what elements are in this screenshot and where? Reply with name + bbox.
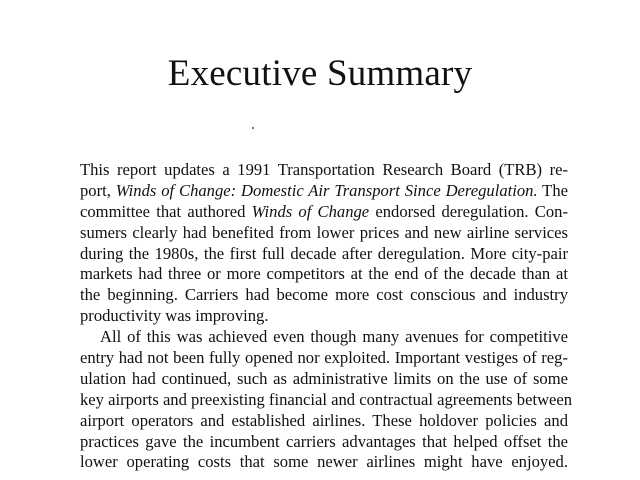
text-line: practices gave the incumbent carriers advantages that helped offset the [80,431,568,451]
text-line: during the 1980s, the first full decade after deregulation. More city-pair [80,243,568,263]
page-speck [252,127,254,129]
text-line: ulation had continued, such as administrative limits on the use of some [80,368,568,388]
text-line: key airports and preexisting financial and contractual agreements between [80,389,573,409]
text-line: entry had not been fully opened nor exploited. Important vestiges of reg- [80,348,568,368]
text-line: sumers clearly had benefited from lower prices and new airline services [80,222,568,242]
summary-body [80,160,573,473]
text-line: All of this was achieved even though many avenues for competitive [100,327,568,347]
text-line: productivity was improving. [80,306,269,326]
text-line: airport operators and established airlines. These holdover policies and [80,410,568,430]
italic-title: Winds of Change [251,201,370,221]
text-line: port, Winds of Change: Domestic Air Transport Since Deregulation. The [80,180,568,200]
text-line: markets had three or more competitors at the end of the decade than at [80,264,568,284]
text-line: the beginning. Carriers had become more cost conscious and industry [80,285,568,305]
text-line: This report updates a 1991 Transportation Research Board (TRB) re- [80,160,568,179]
paragraph [80,160,568,327]
text-line: committee that authored Winds of Change endorsed deregulation. Con- [80,201,568,221]
italic-title: Winds of Change: Domestic Air Transport Since Deregulation. [115,180,538,200]
paragraph [80,327,573,473]
text-line: lower operating costs that some newer airlines might have enjoyed. [80,452,568,472]
page-title: Executive Summary [167,53,473,94]
